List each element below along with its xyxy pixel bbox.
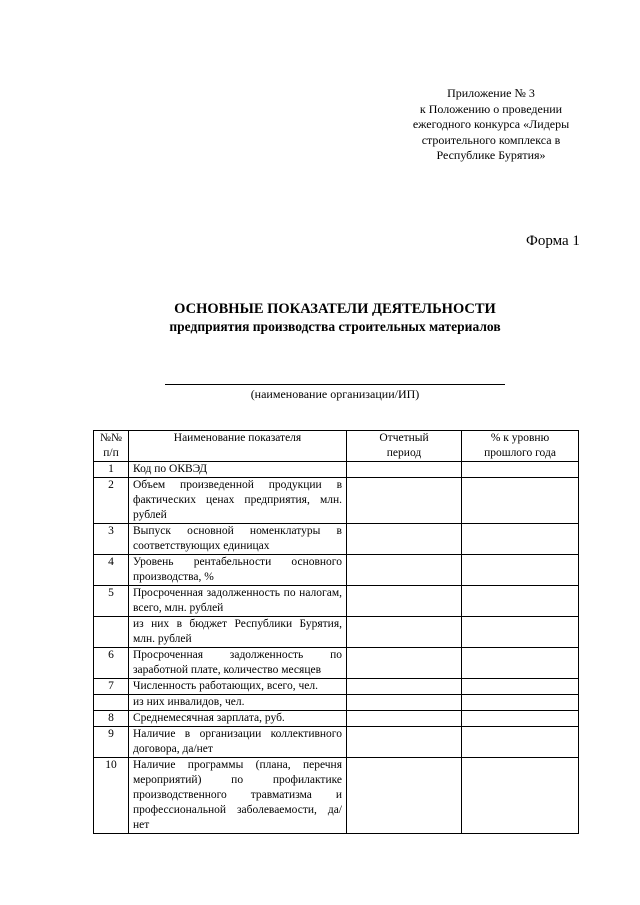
reporting-period-cell[interactable] [347,695,462,711]
header-reporting-period [347,431,462,462]
table-row [94,586,579,617]
reporting-period-cell[interactable] [347,711,462,727]
header-percent-line: прошлого года [484,447,556,459]
percent-cell[interactable] [462,524,579,555]
header-num-line: №№ [100,432,122,444]
table-row [94,462,579,478]
row-number [94,617,129,648]
reporting-period-cell[interactable] [347,555,462,586]
row-number [94,695,129,711]
percent-cell[interactable] [462,695,579,711]
indicator-name: из них инвалидов, чел. [129,695,347,711]
organization-name-line [165,384,505,385]
row-number: 2 [94,478,129,524]
percent-cell[interactable] [462,758,579,834]
appendix-line: Республике Бурятия» [436,148,546,162]
indicator-name: Просроченная задолженность по заработной плате, количество месяцев [129,648,347,679]
table-row [94,648,579,679]
header-num-line: п/п [103,447,119,459]
percent-cell[interactable] [462,727,579,758]
reporting-period-cell[interactable] [347,478,462,524]
row-number: 5 [94,586,129,617]
indicator-name: Код по ОКВЭД [129,462,347,478]
percent-cell[interactable] [462,478,579,524]
indicator-name: Выпуск основной номенклатуры в соответствующих единицах [129,524,347,555]
indicator-name: Наличие в организации коллективного договора, да/нет [129,727,347,758]
appendix-line: к Положению о проведении [419,101,563,116]
indicators-table [93,430,579,834]
percent-cell[interactable] [462,555,579,586]
indicator-name: из них в бюджет Республики Бурятия, млн. рублей [129,617,347,648]
reporting-period-cell[interactable] [347,758,462,834]
percent-cell[interactable] [462,711,579,727]
indicator-name: Наличие программы (плана, перечня мероприятий) по профилактике производственного травматизма и профессиональной заболеваемости, да/нет [129,758,347,834]
indicator-name: Среднемесячная зарплата, руб. [129,711,347,727]
appendix-block [396,86,586,164]
percent-cell[interactable] [462,586,579,617]
reporting-period-cell[interactable] [347,648,462,679]
reporting-period-cell[interactable] [347,617,462,648]
appendix-line: ежегодного конкурса «Лидеры [412,117,570,131]
organization-caption: (наименование организации/ИП) [250,387,420,401]
row-number: 1 [94,462,129,478]
row-number: 3 [94,524,129,555]
document-title: ОСНОВНЫЕ ПОКАЗАТЕЛИ ДЕЯТЕЛЬНОСТИ [174,301,496,317]
indicator-name: Просроченная задолженность по налогам, всего, млн. рублей [129,586,347,617]
header-percent-line: % к уровню [490,432,550,444]
table-row [94,758,579,834]
row-number: 6 [94,648,129,679]
reporting-period-cell[interactable] [347,462,462,478]
table-row [94,555,579,586]
table-row [94,679,579,695]
table-row [94,478,579,524]
header-period-line: период [386,447,422,459]
table-row [94,524,579,555]
header-indicator-name: Наименование показателя [129,431,347,462]
table-row [94,695,579,711]
reporting-period-cell[interactable] [347,727,462,758]
reporting-period-cell[interactable] [347,679,462,695]
header-percent-prev-year [462,431,579,462]
percent-cell[interactable] [462,679,579,695]
appendix-line: Приложение № 3 [447,86,535,100]
row-number: 10 [94,758,129,834]
indicator-name: Объем произведенной продукции в фактических ценах предприятия, млн. рублей [129,478,347,524]
row-number: 9 [94,727,129,758]
table-row [94,727,579,758]
table-header-row [94,431,579,462]
document-subtitle: предприятия производства строительных материалов [169,319,501,334]
row-number: 8 [94,711,129,727]
indicator-name: Численность работающих, всего, чел. [129,679,347,695]
form-label: Форма 1 [526,233,580,249]
row-number: 4 [94,555,129,586]
appendix-line: строительного комплекса в [421,132,561,147]
reporting-period-cell[interactable] [347,524,462,555]
header-period-line: Отчетный [379,432,429,444]
percent-cell[interactable] [462,462,579,478]
header-num [94,431,129,462]
reporting-period-cell[interactable] [347,586,462,617]
indicator-name: Уровень рентабельности основного производства, % [129,555,347,586]
percent-cell[interactable] [462,648,579,679]
percent-cell[interactable] [462,617,579,648]
row-number: 7 [94,679,129,695]
table-row [94,617,579,648]
table-row [94,711,579,727]
